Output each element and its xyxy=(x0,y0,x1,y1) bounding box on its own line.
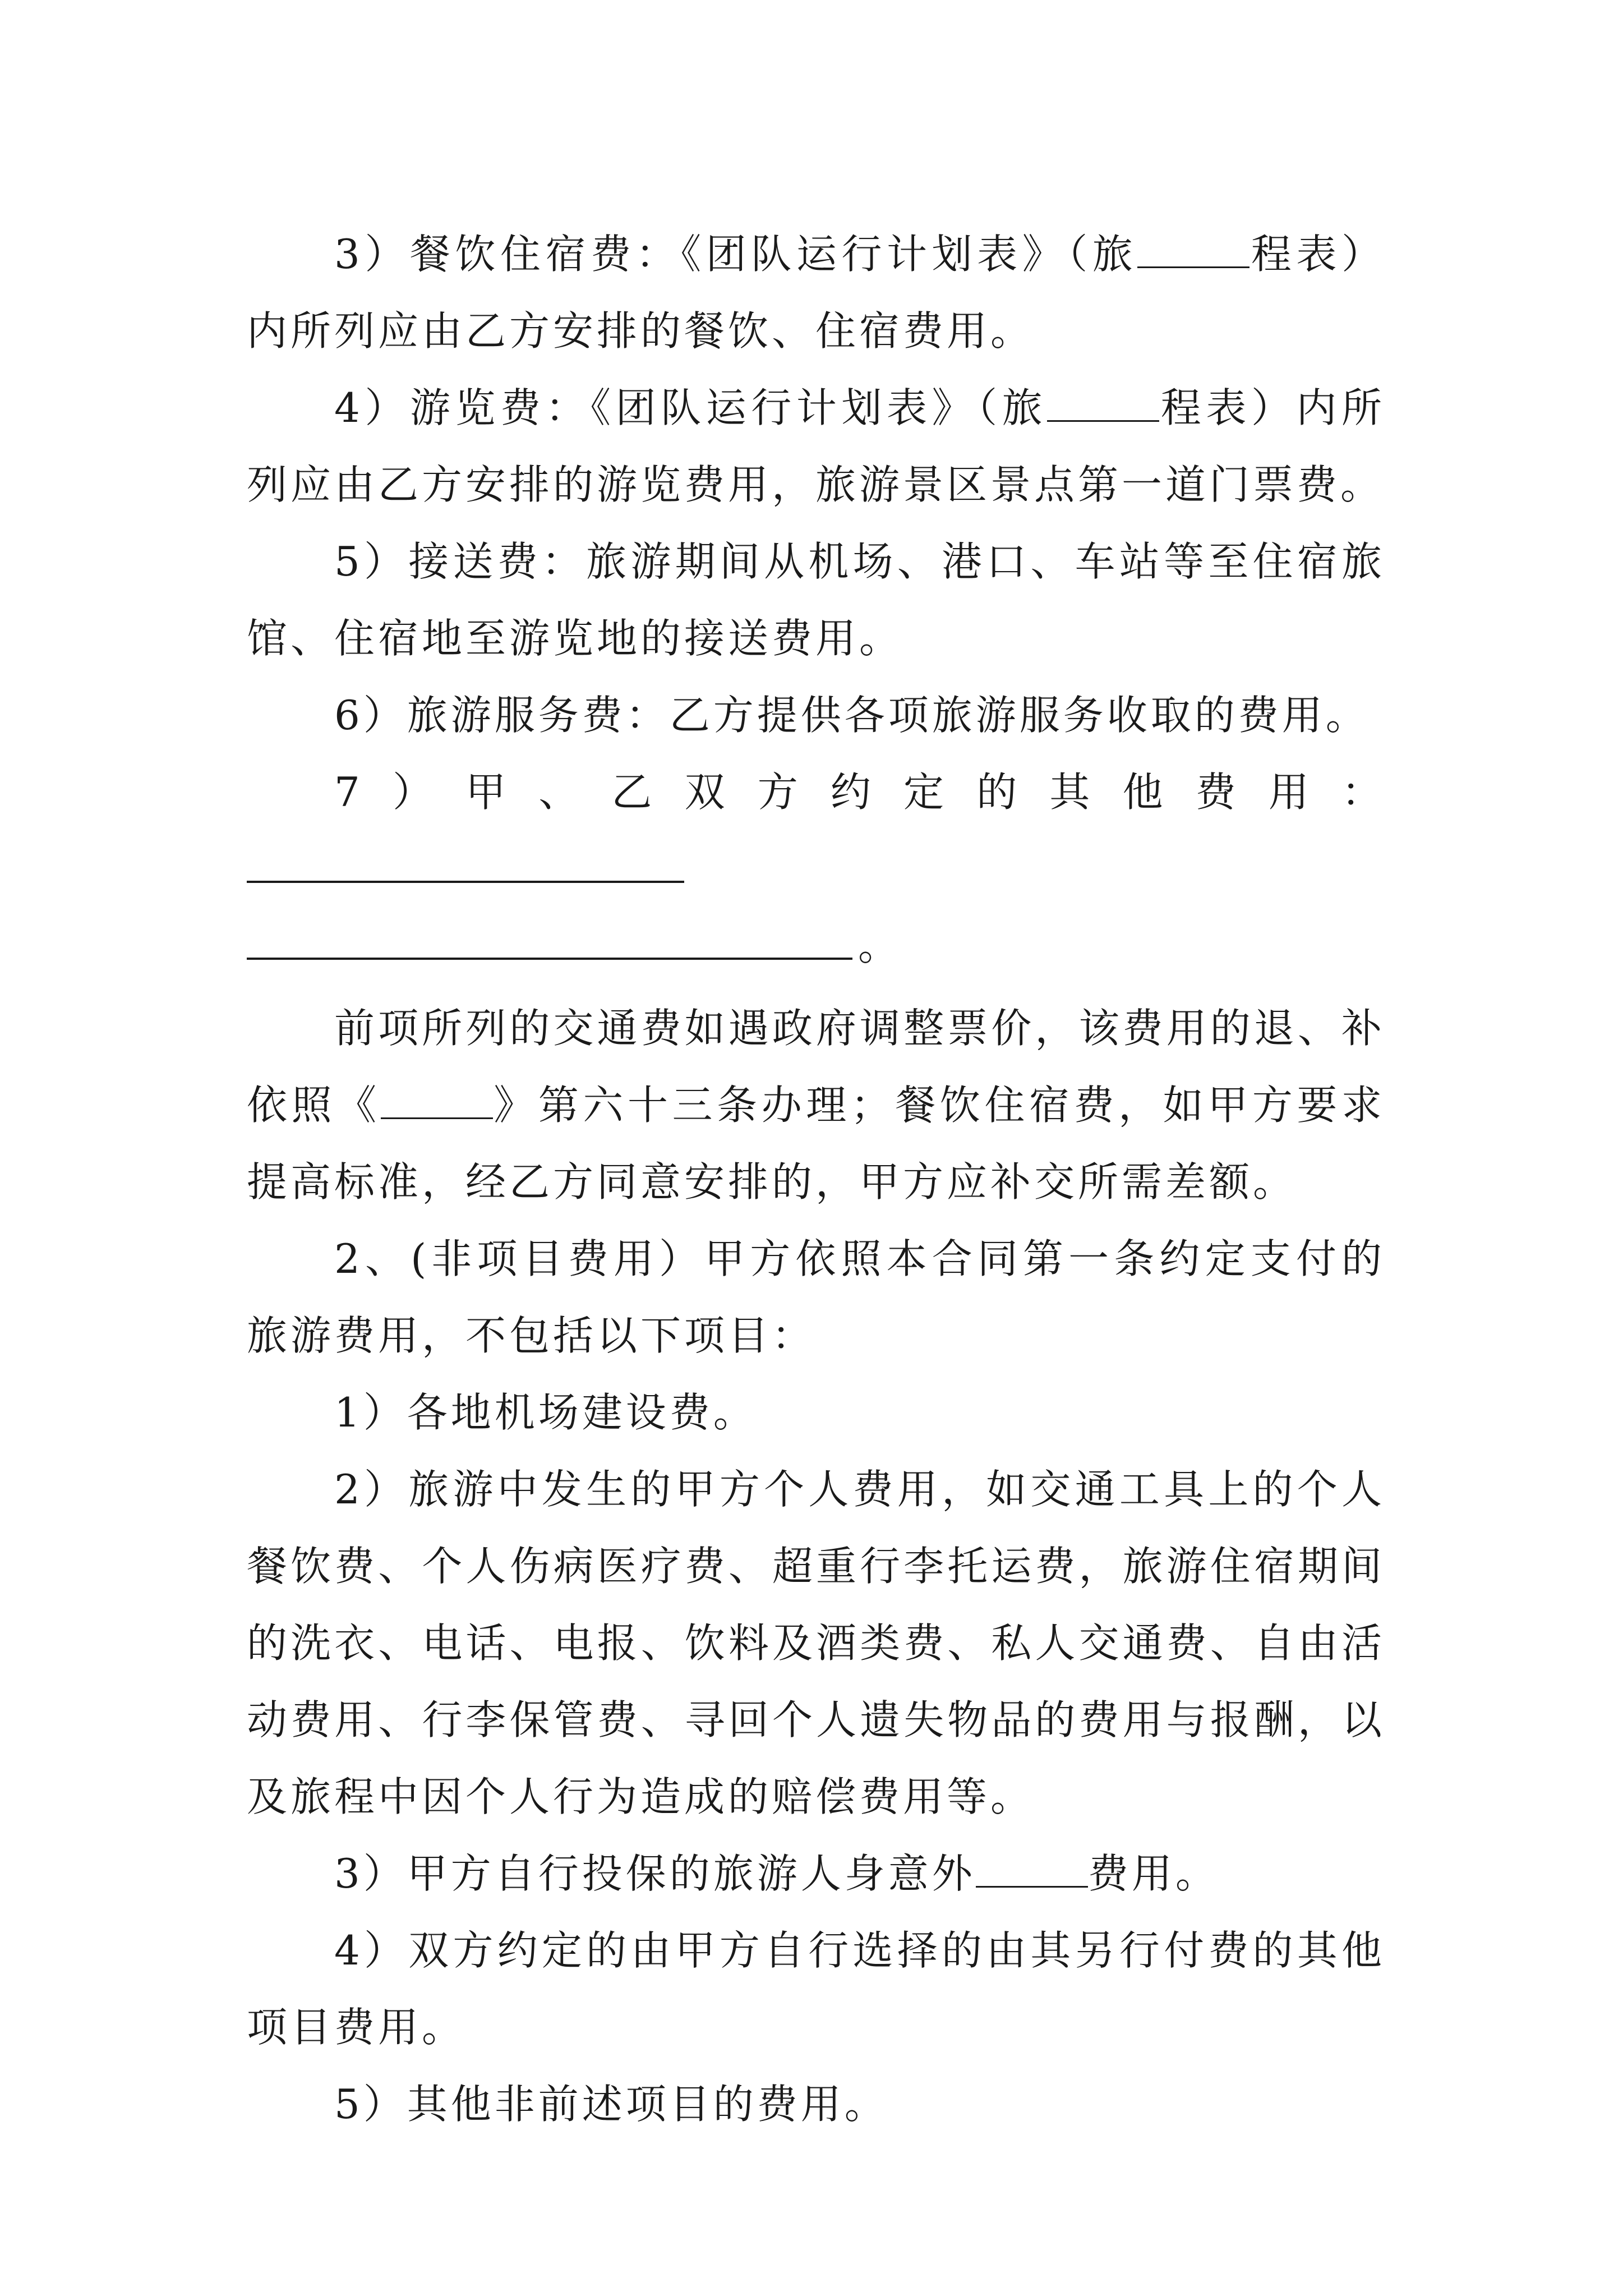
period: 。 xyxy=(858,922,899,969)
paragraph-service-fee: 6）旅游服务费：乙方提供各项旅游服务收取的费用。 xyxy=(334,692,1370,739)
text: 前项所列的交通费如遇政府调整票价，该费用的退、补依照《 xyxy=(247,1005,1385,1129)
text: 》第六十三条办理；餐饮住宿费，如甲方要求提高标准，经乙方同意安排的，甲方应补交所需差额。 xyxy=(247,1082,1385,1205)
text: 程表）内所列应由乙方安排的游览费用，旅游景区景点第一道门票费。 xyxy=(247,384,1385,508)
text: 程表）内所列应由乙方安排的餐饮、住宿费用。 xyxy=(247,231,1385,355)
paragraph-non-item-fees: 2、(非项目费用）甲方依照本合同第一条约定支付的旅游费用，不包括以下项目： xyxy=(247,1235,1385,1359)
text: 4）游览费：《团队运行计划表》（旅 xyxy=(334,384,1048,431)
paragraph-optional-items: 4）双方约定的由甲方自行选择的由其另行付费的其他项目费用。 xyxy=(247,1927,1385,2051)
text: 7）甲、乙双方约定的其他费用： xyxy=(334,769,1385,816)
document-page xyxy=(247,216,1385,2143)
text: 费用。 xyxy=(1087,1850,1219,1897)
fill-blank[interactable] xyxy=(1137,234,1249,268)
fill-blank[interactable] xyxy=(976,1853,1088,1888)
paragraph-sightseeing xyxy=(247,370,1385,523)
fill-blank-continuation xyxy=(247,908,1385,984)
paragraph-other-items: 5）其他非前述项目的费用。 xyxy=(334,2081,888,2128)
paragraph-transfer: 5）接送费：旅游期间从机场、港口、车站等至住宿旅馆、住宿地至游览地的接送费用。 xyxy=(247,538,1385,662)
fill-blank[interactable] xyxy=(1047,388,1159,422)
paragraph-fare-adjustment xyxy=(247,990,1385,1221)
paragraph-airport-fee: 1）各地机场建设费。 xyxy=(334,1389,757,1436)
fill-blank[interactable] xyxy=(381,1085,493,1119)
text: 3）甲方自行投保的旅游人身意外 xyxy=(334,1850,976,1897)
fill-blank-line[interactable] xyxy=(247,958,852,960)
paragraph-insurance xyxy=(247,1835,1385,1912)
fill-blank-long[interactable] xyxy=(247,848,684,883)
paragraph-meal-lodging xyxy=(247,216,1385,370)
paragraph-other-fees xyxy=(247,754,1385,908)
text: 3）餐饮住宿费：《团队运行计划表》（旅 xyxy=(334,231,1138,278)
paragraph-personal-expenses: 2）旅游中发生的甲方个人费用，如交通工具上的个人餐饮费、个人伤病医疗费、超重行李托运费，旅游住宿期间的洗衣、电话、电报、饮料及酒类费、私人交通费、自由活动费用、行李保管费、寻回个人遗失物品的费用与报酬，以及旅程中因个人行为造成的赔偿费用等。 xyxy=(247,1466,1385,1820)
